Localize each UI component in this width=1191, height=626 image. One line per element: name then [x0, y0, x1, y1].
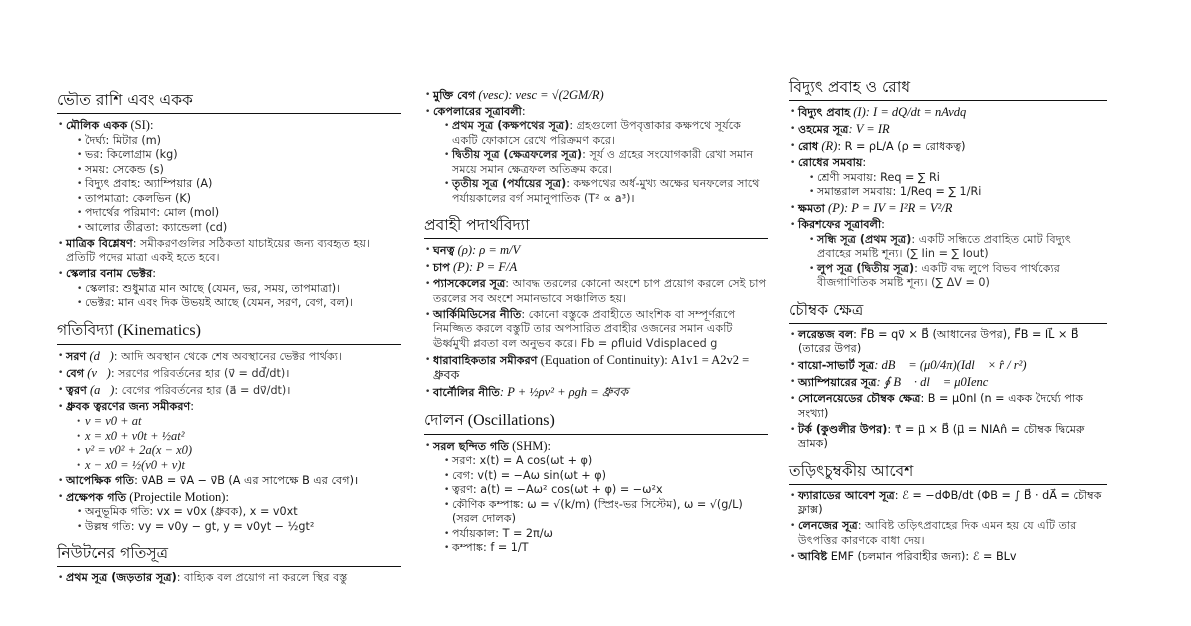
section-current-resistance	[789, 77, 1107, 291]
list-item: • ত্বরণ (a⃗): বেগের পরিবর্তনের হার (a⃗ = dv⃗/dt)।	[57, 383, 401, 399]
equation: • x = x0 + v0t + ½at²	[76, 429, 401, 444]
list-item: • শ্রেণী সমবায়: Req = ∑ Ri	[808, 171, 1107, 186]
section-title: তড়িৎচুম্বকীয় আবেশ	[789, 461, 1107, 485]
list-item: • ত্বরণ: a(t) = −Aω² cos(ωt + φ) = −ω²x	[443, 483, 768, 498]
list-item: • মুক্তি বেগ (vesc): vesc = √(2GM/R)	[424, 88, 768, 104]
list-item: • সোলেনয়েডের চৌম্বক ক্ষেত্র: B = μ0nI (n = একক দৈর্ঘ্যে পাক সংখ্যা)	[789, 392, 1107, 421]
list-item: • অনুভূমিক গতি: vx = v0x (ধ্রুবক), x = v0xt	[76, 505, 401, 520]
equation: • x − x0 = ½(v0 + v)t	[76, 458, 401, 473]
list-item: • সরণ (d⃗): আদি অবস্থান থেকে শেষ অবস্থানের ভেক্টর পার্থক্য।	[57, 349, 401, 365]
section-title: দোলন (Oscillations)	[424, 410, 768, 435]
list-item: • কম্পাঙ্ক: f = 1/T	[443, 541, 768, 556]
list-item: • সমান্তরাল সমবায়: 1/Req = ∑ 1/Ri	[808, 185, 1107, 200]
list-item: • লরেন্তজ বল: F⃗B = qv⃗ × B⃗ (আধানের উপর), F⃗B = IL⃗ × B⃗ (তারের উপর)	[789, 328, 1107, 357]
list-item: • তৃতীয় সূত্র (পর্যায়ের সূত্র): কক্ষপথের অর্ধ-মুখ্য অক্ষের ঘনফলের সাথে পর্যায়কালের বর্গ সমানুপাতিক (T² ∝ a³)।	[443, 177, 768, 206]
list-item: • বেগ: v(t) = −Aω sin(ωt + φ)	[443, 469, 768, 484]
section-gravitation-continued	[424, 88, 768, 207]
list-item: • সময়: সেকেন্ড (s)	[76, 163, 401, 178]
column-3	[789, 77, 1107, 573]
list-item: • দ্বিতীয় সূত্র (ক্ষেত্রফলের সূত্র): সূর্য ও গ্রহের সংযোগকারী রেখা সমান সময়ে সমান ক্ষেত্রফল অতিক্রম করে।	[443, 148, 768, 177]
list-item: • অ্যাম্পিয়ারের সূত্র: ∮ B⃗ · dl⃗ = μ0Ienc	[789, 375, 1107, 391]
list-item: • ফ্যারাডের আবেশ সূত্র: ℰ = −dΦB/dt (ΦB = ∫ B⃗ · dA⃗ = চৌম্বক ফ্লাক্স)	[789, 489, 1107, 518]
list-item: • ক্ষমতা (P): P = IV = I²R = V²/R	[789, 201, 1107, 217]
list-item: • ওহমের সূত্র: V = IR	[789, 122, 1107, 138]
list-item: • প্যাসকেলের সূত্র: আবদ্ধ তরলের কোনো অংশে চাপ প্রয়োগ করলে সেই চাপ তরলের সব অংশে সমানভাবে সঞ্চালিত হয়।	[424, 277, 768, 306]
list-item: • রোধের সমবায়: • শ্রেণী সমবায়: Req = ∑ Ri • সমান্তরাল সমবায়: 1/Req = ∑ 1/Ri	[789, 156, 1107, 200]
column-2	[424, 86, 768, 565]
section-title: ভৌত রাশি এবং একক	[57, 90, 401, 114]
section-physical-quantities	[57, 90, 401, 311]
list-item: • আলোর তীব্রতা: ক্যান্ডেলা (cd)	[76, 221, 401, 236]
list-item: • পদার্থের পরিমাণ: মোল (mol)	[76, 206, 401, 221]
list-item: • ভর: কিলোগ্রাম (kg)	[76, 148, 401, 163]
list-item: • টর্ক (কুণ্ডলীর উপর): τ⃗ = μ⃗ × B⃗ (μ⃗ = NIAn̂ = চৌম্বক দ্বিমেরু ভ্রামক)	[789, 423, 1107, 452]
equation: • v = v0 + at	[76, 414, 401, 429]
list-item: • বার্নৌলির নীতি: P + ½ρv² + ρgh = ধ্রুবক	[424, 385, 768, 401]
list-item: • দৈর্ঘ্য: মিটার (m)	[76, 134, 401, 149]
list-item: • চাপ (P): P = F/A	[424, 260, 768, 276]
section-fluid-mechanics	[424, 215, 768, 401]
list-item: • তাপমাত্রা: কেলভিন (K)	[76, 192, 401, 207]
list-item: • আবিষ্ট EMF (চলমান পরিবাহীর জন্য): ℰ = BLv	[789, 550, 1107, 565]
list-item: • পর্যায়কাল: T = 2π/ω	[443, 527, 768, 542]
list-item: • আর্কিমিডিসের নীতি: কোনো বস্তুকে প্রবাহীতে আংশিক বা সম্পূর্ণরূপে নিমজ্জিত করলে বস্তুটি তার অপসারিত প্রবাহীর ওজনের সমান একটি ঊর্ধ্বমুখী প্লবতা বল অনুভব করে। Fb = ρfluid Vdisplaced g	[424, 308, 768, 352]
list-item: • প্রক্ষেপক গতি (Projectile Motion): • অনুভূমিক গতি: vx = v0x (ধ্রুবক), x = v0xt • উল্লম্ব গতি: vy = v0y − gt, y = v0yt − ½gt²	[57, 490, 401, 535]
list-item: • সরল ছন্দিত গতি (SHM): • সরণ: x(t) = A cos(ωt + φ) • বেগ: v(t) = −Aω sin(ωt + φ) • ত্বরণ: a(t) = −Aω² cos(ωt + φ) = −ω²x • কৌণিক কম্পাঙ্ক: ω = √(k/m) (স্প্রিং-ভর সিস্টেম), ω = √(g/L) (সরল দোলক) • পর্যায়কাল: T = 2π/ω • কম্পাঙ্ক: f = 1/T	[424, 439, 768, 556]
section-title: গতিবিদ্যা (Kinematics)	[57, 320, 401, 345]
list-item: • বিদ্যুৎ প্রবাহ: অ্যাম্পিয়ার (A)	[76, 177, 401, 192]
list-item: • কৌণিক কম্পাঙ্ক: ω = √(k/m) (স্প্রিং-ভর সিস্টেম), ω = √(g/L) (সরল দোলক)	[443, 498, 768, 527]
list-item: • স্কেলার বনাম ভেক্টর: • স্কেলার: শুধুমাত্র মান আছে (যেমন, ভর, সময়, তাপমাত্রা)। • ভেক্টর: মান এবং দিক উভয়ই আছে (যেমন, সরণ, বেগ, বল)।	[57, 267, 401, 311]
list-item: • রোধ (R): R = ρL/A (ρ = রোধকত্ব)	[789, 139, 1107, 155]
section-oscillations	[424, 410, 768, 556]
column-1	[57, 90, 401, 595]
section-kinematics	[57, 320, 401, 535]
list-item: • প্রথম সূত্র (জড়তার সূত্র): বাহ্যিক বল প্রয়োগ না করলে স্থির বস্তু	[57, 571, 401, 586]
list-item: • ধ্রুবক ত্বরণের জন্য সমীকরণ: • v = v0 + at • x = x0 + v0t + ½at² • v² = v0² + 2a(x − x0) • x − x0 = ½(v0 + v)t	[57, 400, 401, 473]
list-item: • ভেক্টর: মান এবং দিক উভয়ই আছে (যেমন, সরণ, বেগ, বল)।	[76, 296, 401, 311]
equation: • v² = v0² + 2a(x − x0)	[76, 443, 401, 458]
list-item: • লুপ সূত্র (দ্বিতীয় সূত্র): একটি বদ্ধ লুপে বিভব পার্থক্যের বীজগাণিতিক সমষ্টি শূন্য। (∑ ΔV = 0)	[808, 262, 1107, 291]
list-item: • বেগ (v⃗): সরণের পরিবর্তনের হার (v⃗ = dd⃗/dt)।	[57, 366, 401, 382]
list-item: • লেনজের সূত্র: আবিষ্ট তড়িৎপ্রবাহের দিক এমন হয় যে এটি তার উৎপত্তির কারণকে বাধা দেয়।	[789, 519, 1107, 548]
section-magnetic-field	[789, 300, 1107, 452]
list-item: • কেপলারের সূত্রাবলী: • প্রথম সূত্র (কক্ষপথের সূত্র): গ্রহগুলো উপবৃত্তাকার কক্ষপথে সূর্যকে একটি ফোকাসে রেখে পরিক্রমণ করে। • দ্বিতীয় সূত্র (ক্ষেত্রফলের সূত্র): সূর্য ও গ্রহের সংযোগকারী রেখা সমান সময়ে সমান ক্ষেত্রফল অতিক্রম করে। • তৃতীয় সূত্র (পর্যায়ের সূত্র): কক্ষপথের অর্ধ-মুখ্য অক্ষের ঘনফলের সাথে পর্যায়কালের বর্গ সমানুপাতিক (T² ∝ a³)।	[424, 105, 768, 207]
list-item: • বায়ো-সাভার্ট সূত্র: dB⃗ = (μ0/4π)(Idl⃗ × r̂ / r²)	[789, 358, 1107, 374]
list-item: • ধারাবাহিকতার সমীকরণ (Equation of Continuity): A1v1 = A2v2 = ধ্রুবক	[424, 353, 768, 384]
section-title: চৌম্বক ক্ষেত্র	[789, 300, 1107, 324]
list-item: • কিরশফের সূত্রাবলী: • সন্ধি সূত্র (প্রথম সূত্র): একটি সন্ধিতে প্রবাহিত মোট বিদ্যুৎ প্রবাহের সমষ্টি শূন্য। (∑ Iin = ∑ Iout) • লুপ সূত্র (দ্বিতীয় সূত্র): একটি বদ্ধ লুপে বিভব পার্থক্যের বীজগাণিতিক সমষ্টি শূন্য। (∑ ΔV = 0)	[789, 218, 1107, 291]
list-item: • স্কেলার: শুধুমাত্র মান আছে (যেমন, ভর, সময়, তাপমাত্রা)।	[76, 282, 401, 297]
section-electromagnetic-induction	[789, 461, 1107, 565]
list-item: • মৌলিক একক (SI): • দৈর্ঘ্য: মিটার (m) • ভর: কিলোগ্রাম (kg) • সময়: সেকেন্ড (s) • বিদ্যুৎ প্রবাহ: অ্যাম্পিয়ার (A) • তাপমাত্রা: কেলভিন (K) • পদার্থের পরিমাণ: মোল (mol) • আলোর তীব্রতা: ক্যান্ডেলা (cd)	[57, 118, 401, 235]
list-item: • উল্লম্ব গতি: vy = v0y − gt, y = v0yt − ½gt²	[76, 520, 401, 535]
list-item: • ঘনত্ব (ρ): ρ = m/V	[424, 243, 768, 259]
list-item: • আপেক্ষিক গতি: v⃗AB = v⃗A − v⃗B (A এর সাপেক্ষে B এর বেগ)।	[57, 474, 401, 489]
section-title: নিউটনের গতিসূত্র	[57, 543, 401, 567]
section-title: প্রবাহী পদার্থবিদ্যা	[424, 215, 768, 239]
section-newtons-laws	[57, 543, 401, 586]
list-item: • বিদ্যুৎ প্রবাহ (I): I = dQ/dt = nAvdq	[789, 105, 1107, 121]
list-item: • মাত্রিক বিশ্লেষণ: সমীকরণগুলির সঠিকতা যাচাইয়ের জন্য ব্যবহৃত হয়। প্রতিটি পদের মাত্রা একই হতে হবে।	[57, 237, 401, 266]
list-item: • সরণ: x(t) = A cos(ωt + φ)	[443, 454, 768, 469]
list-item: • সন্ধি সূত্র (প্রথম সূত্র): একটি সন্ধিতে প্রবাহিত মোট বিদ্যুৎ প্রবাহের সমষ্টি শূন্য। (∑ Iin = ∑ Iout)	[808, 233, 1107, 262]
section-title: বিদ্যুৎ প্রবাহ ও রোধ	[789, 77, 1107, 101]
list-item: • প্রথম সূত্র (কক্ষপথের সূত্র): গ্রহগুলো উপবৃত্তাকার কক্ষপথে সূর্যকে একটি ফোকাসে রেখে পরিক্রমণ করে।	[443, 119, 768, 148]
